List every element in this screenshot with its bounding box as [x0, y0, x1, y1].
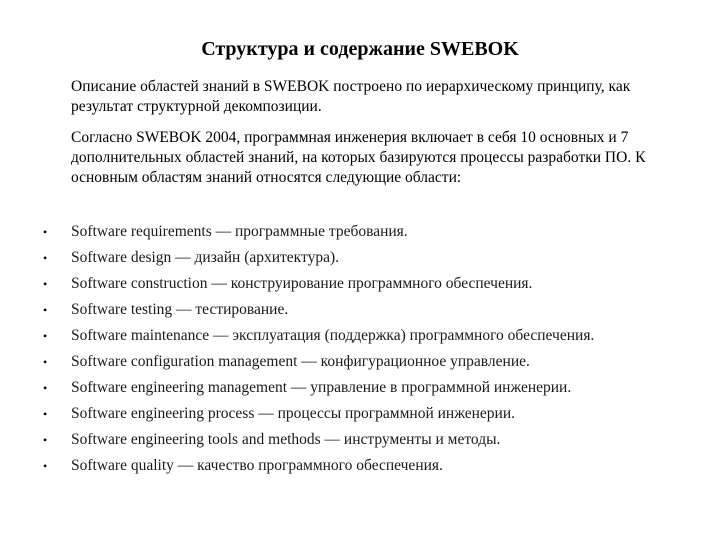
- body-paragraph: [71, 128, 686, 188]
- list-item-text: Software requirements — программные требования.: [71, 223, 408, 240]
- bullet-icon: •: [43, 433, 48, 447]
- slide-title: Структура и содержание SWEBOK: [201, 38, 519, 60]
- bullet-icon: •: [43, 303, 48, 317]
- list-item-text: Software quality — качество программного обеспечения.: [71, 457, 443, 474]
- bullet-icon: •: [43, 407, 48, 421]
- list-item-text: Software construction — конструирование программного обеспечения.: [71, 275, 533, 292]
- list-item-text: Software maintenance — эксплуатация (поддержка) программного обеспечения.: [71, 327, 595, 344]
- bullet-icon: •: [43, 355, 48, 369]
- list-item: [43, 274, 594, 300]
- list-item-text: Software testing — тестирование.: [71, 301, 289, 318]
- list-item-text: Software configuration management — конфигурационное управление.: [71, 353, 530, 370]
- list-item-text: Software engineering management — управление в программной инженерии.: [71, 379, 572, 396]
- knowledge-areas-list: [43, 222, 594, 482]
- list-item-text: Software design — дизайн (архитектура).: [71, 249, 339, 266]
- bullet-icon: •: [43, 251, 48, 265]
- list-item: [43, 456, 594, 482]
- bullet-icon: •: [43, 459, 48, 473]
- list-item: [43, 222, 594, 248]
- list-item-text: Software engineering process — процессы программной инженерии.: [71, 405, 515, 422]
- list-item: [43, 300, 594, 326]
- bullet-icon: •: [43, 277, 48, 291]
- list-item: [43, 430, 594, 456]
- list-item: [43, 248, 594, 274]
- bullet-icon: •: [43, 381, 48, 395]
- intro-text: Описание областей знаний в SWEBOK построено по иерархическому принципу, как результат структурной декомпозиции.: [71, 78, 631, 115]
- list-item: [43, 378, 594, 404]
- bullet-icon: •: [43, 225, 48, 239]
- list-item: [43, 404, 594, 430]
- body-text: Согласно SWEBOK 2004, программная инженерия включает в себя 10 основных и 7 дополнительных областей знаний, на которых базируются процессы разработки ПО. К основным областям знаний относятся следующие области:: [71, 129, 646, 186]
- list-item: [43, 352, 594, 378]
- intro-paragraph: [71, 77, 661, 117]
- list-item: [43, 326, 594, 352]
- bullet-icon: •: [43, 329, 48, 343]
- list-item-text: Software engineering tools and methods — инструменты и методы.: [71, 431, 501, 448]
